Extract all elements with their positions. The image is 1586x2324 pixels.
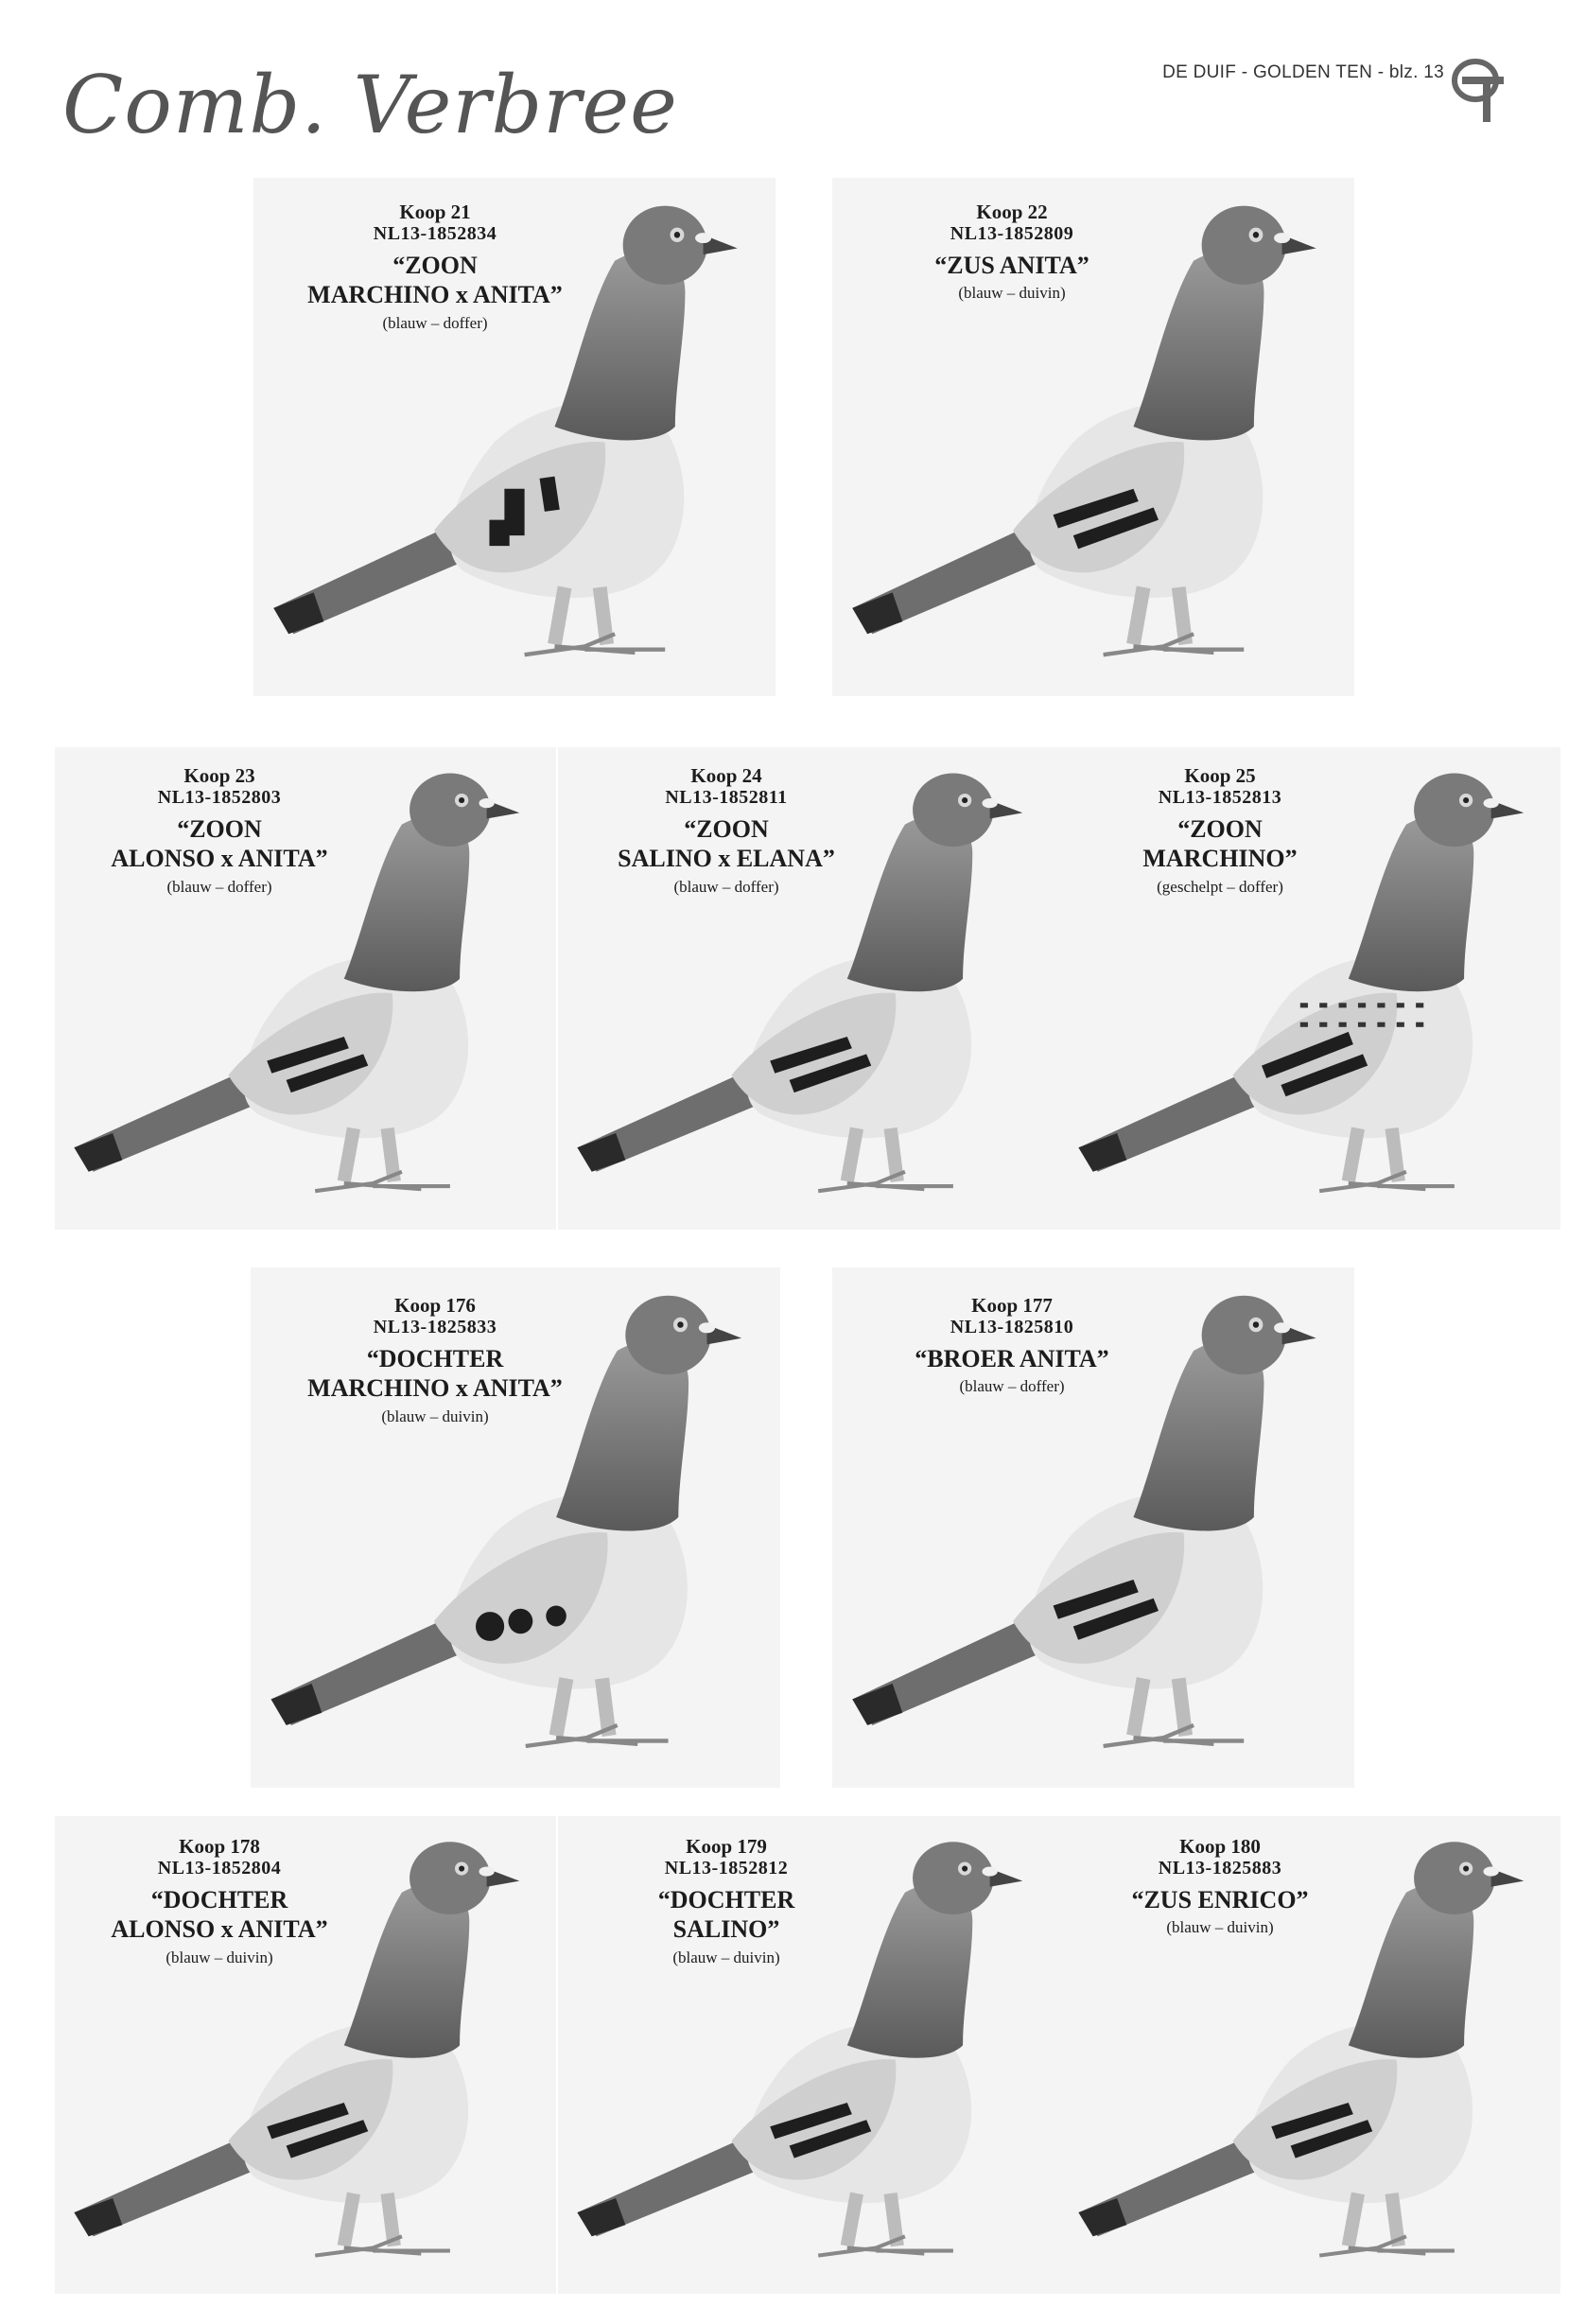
- bird-label: [584, 1835, 868, 1966]
- bird-name-line2: MARCHINO x ANITA”: [307, 1374, 563, 1403]
- brand-title: Comb. Verbree: [62, 59, 678, 151]
- bird-koop: Koop 21: [399, 201, 471, 223]
- bird-name: “ZOON: [177, 815, 262, 844]
- bird-label: [78, 764, 361, 896]
- bird-ring-number: NL13-1852804: [157, 1858, 282, 1879]
- bird-ring-number: NL13-1825810: [950, 1317, 1074, 1338]
- bird-color-sex: (blauw – doffer): [166, 877, 272, 896]
- bird-name: “ZUS ENRICO”: [1131, 1886, 1309, 1914]
- bird-name: “BROER ANITA”: [915, 1345, 1109, 1373]
- bird-ring-number: NL13-1825833: [373, 1317, 497, 1338]
- bird-color-sex: (blauw – doffer): [673, 877, 779, 896]
- bird-name: “ZOON: [684, 815, 769, 844]
- bird-label: [584, 764, 868, 896]
- bird-color-sex: (blauw – doffer): [382, 313, 488, 332]
- bird-color-sex: (blauw – duivin): [166, 1948, 273, 1966]
- bird-ring-number: NL13-1825883: [1158, 1858, 1282, 1879]
- bird-koop: Koop 180: [1179, 1835, 1261, 1858]
- bird-name-line2: ALONSO x ANITA”: [111, 845, 328, 873]
- bird-label: [78, 1835, 361, 1966]
- golden-ten-logo-icon: [1445, 52, 1511, 128]
- bird-name: “DOCHTER: [150, 1886, 288, 1914]
- bird-ring-number: NL13-1852803: [157, 787, 282, 809]
- bird-ring-number: NL13-1852813: [1158, 787, 1282, 809]
- bird-name: “ZOON: [1177, 815, 1263, 844]
- bird-koop: Koop 177: [971, 1294, 1053, 1317]
- bird-color-sex: (blauw – doffer): [959, 1377, 1065, 1396]
- bird-ring-number: NL13-1852834: [373, 223, 497, 245]
- bird-color-sex: (geschelpt – doffer): [1157, 877, 1283, 896]
- page-info: DE DUIF - GOLDEN TEN - blz. 13: [1162, 62, 1444, 82]
- bird-name-line2: MARCHINO x ANITA”: [307, 281, 563, 309]
- bird-label: [284, 1294, 586, 1425]
- bird-color-sex: (blauw – duivin): [958, 284, 1066, 303]
- bird-name-line2: SALINO”: [672, 1915, 780, 1944]
- bird-name-line2: ALONSO x ANITA”: [111, 1915, 328, 1944]
- bird-koop: Koop 23: [183, 764, 255, 787]
- bird-koop: Koop 25: [1184, 764, 1256, 787]
- bird-name: “ZOON: [392, 252, 478, 280]
- bird-color-sex: (blauw – duivin): [381, 1407, 489, 1425]
- bird-ring-number: NL13-1852809: [950, 223, 1074, 245]
- bird-name: “DOCHTER: [657, 1886, 795, 1914]
- bird-koop: Koop 22: [976, 201, 1048, 223]
- bird-color-sex: (blauw – duivin): [672, 1948, 780, 1966]
- bird-name-line2: SALINO x ELANA”: [618, 845, 835, 873]
- bird-ring-number: NL13-1852811: [665, 787, 788, 809]
- bird-name: “DOCHTER: [366, 1345, 504, 1373]
- bird-label: [861, 201, 1163, 303]
- bird-name: “ZUS ANITA”: [934, 252, 1089, 280]
- bird-koop: Koop 178: [179, 1835, 260, 1858]
- bird-label: [1078, 1835, 1362, 1937]
- bird-koop: Koop 24: [690, 764, 762, 787]
- bird-label: [1078, 764, 1362, 896]
- bird-label: [861, 1294, 1163, 1396]
- bird-name-line2: MARCHINO”: [1142, 845, 1298, 873]
- bird-color-sex: (blauw – duivin): [1166, 1918, 1274, 1937]
- bird-label: [284, 201, 586, 332]
- bird-koop: Koop 176: [394, 1294, 476, 1317]
- bird-ring-number: NL13-1852812: [664, 1858, 789, 1879]
- bird-koop: Koop 179: [686, 1835, 767, 1858]
